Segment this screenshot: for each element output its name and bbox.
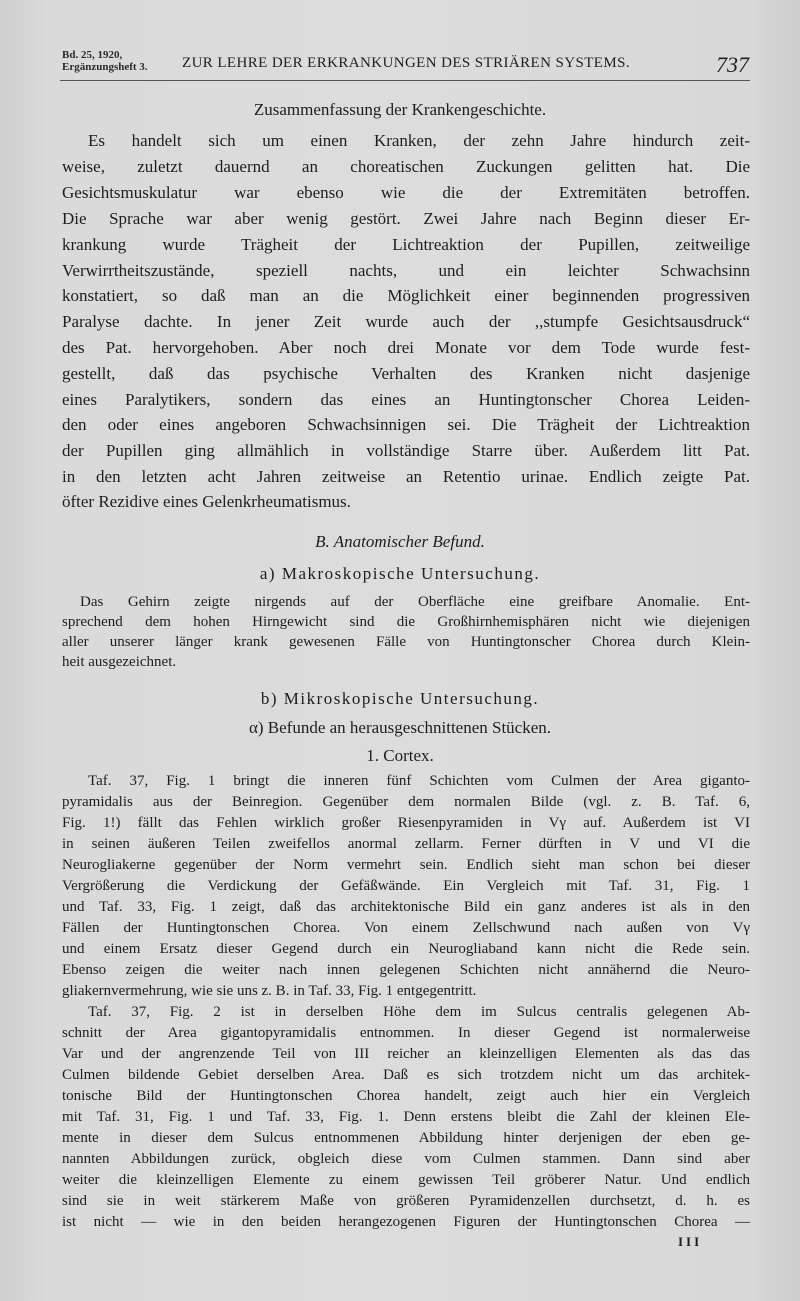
supplement-line: Ergänzungsheft 3. [62,61,148,73]
summary-line: konstatiert, so daß man an die Möglichkeit einer beginnenden progressiven [62,286,750,305]
summary-line: den oder eines angeboren Schwachsinnigen sei. Die Trägheit der Lichtreaktion [62,415,750,434]
summary-line: eines Paralytikers, sondern das eines an Huntingtonscher Chorea Leiden- [62,390,750,409]
summary-line: Die Sprache war aber wenig gestört. Zwei Jahre nach Beginn dieser Er- [62,209,750,228]
volume-info [62,49,148,73]
para2-line: Taf. 37, Fig. 2 ist in derselben Höhe dem im Sulcus centralis gelegenen Ab- [88,1004,750,1020]
page-number: 737 [716,52,749,77]
macro-line: heit ausgezeichnet. [62,654,177,670]
para1-line: pyramidalis aus der Beinregion. Gegenüber dem normalen Bilde (vgl. z. B. Taf. 6, [62,794,750,810]
para1-line: und Taf. 33, Fig. 1 zeigt, daß das architektonische Bild ein ganz anderes ist als in den [62,899,750,915]
summary-line: Es handelt sich um einen Kranken, der zehn Jahre hindurch zeit- [88,131,750,150]
para1-line: Neurogliakerne gegenüber der Norm vermehrt sein. Endlich sieht man schon bei dieser [62,857,750,873]
summary-line: der Pupillen ging allmählich in vollständige Starre über. Außerdem litt Pat. [62,441,750,460]
summary-line: Paralyse dachte. In jener Zeit wurde auch der ,,stumpfe Gesichtsausdruck“ [62,312,750,331]
para2-line: sind sie in weit stärkerem Maße von größeren Pyramidenzellen durchsetzt, d. h. es [62,1193,750,1209]
cortex-heading: 1. Cortex. [366,746,434,765]
summary-line: weise, zuletzt dauernd an choreatischen Zuckungen gelitten hat. Die [62,157,750,176]
section-heading: B. Anatomischer Befund. [315,532,485,551]
macro-line: aller unserer länger krank gewesenen Fälle von Huntingtonscher Chorea durch Klein- [62,634,750,650]
para1-line: Vergrößerung die Verdickung der Gefäßwände. Ein Vergleich mit Taf. 31, Fig. 1 [62,878,750,894]
page-header [0,0,800,90]
macro-line: Das Gehirn zeigte nirgends auf der Oberfläche eine greifbare Anomalie. Ent- [80,594,750,610]
subsubsection-heading: α) Befunde an herausgeschnittenen Stücken. [248,718,552,737]
para2-line: Var und der angrenzende Teil von III reicher an kleinzelligen Elementen als das das [62,1046,750,1062]
summary-heading: Zusammenfassung der Krankengeschichte. [253,100,547,119]
para2-line: weiter die kleinzelligen Elemente zu einem gewissen Teil gröberer Natur. Und endlich [62,1172,750,1188]
summary-line: krankung wurde Trägheit der Lichtreaktion der Pupillen, zeitweilige [62,235,750,254]
para1-line: Fällen der Huntingtonschen Chorea. Von einem Zellschwund nach außen von Vγ [62,920,750,936]
para2-line: ist nicht — wie in den beiden herangezogenen Figuren der Huntingtonschen Chorea — [62,1214,750,1230]
header-rule [60,80,750,81]
para2-line: nannten Abbildungen zurück, obgleich diese vom Culmen stammen. Dann sind aber [62,1151,750,1167]
para1-line: und einem Ersatz dieser Gegend durch ein Neurogliaband kann nicht die Rede sein. [62,941,750,957]
signature-mark: III [678,1234,703,1249]
para2-line: mit Taf. 31, Fig. 1 und Taf. 33, Fig. 1. Denn erstens bleibt die Zahl der kleinen Ele- [62,1109,750,1125]
summary-line: Gesichtsmuskulatur war ebenso wie die der Extremitäten betroffen. [62,183,750,202]
running-title: ZUR LEHRE DER ERKRANKUNGEN DES STRIÄREN SYSTEMS. [182,55,630,71]
subsection-heading: a) Makroskopische Untersuchung. [259,564,541,583]
summary-line: des Pat. hervorgehoben. Aber noch drei Monate vor dem Tode wurde fest- [62,338,750,357]
summary-line: gestellt, daß das psychische Verhalten des Kranken nicht dasjenige [62,364,750,383]
subsection-heading: b) Mikroskopische Untersuchung. [260,689,540,708]
para1-line: gliakernvermehrung, wie sie uns z. B. in Taf. 33, Fig. 1 entgegentritt. [62,983,477,999]
summary-line: öfter Rezidive eines Gelenkrheumatismus. [62,492,351,511]
para1-line: Ebenso zeigen die weiter nach innen gelegenen Schichten nicht annähernd die Neuro- [62,962,750,978]
macro-line: sprechend dem hohen Hirngewicht sind die Großhirnhemisphären nicht wie diejenigen [62,614,750,630]
summary-line: Verwirrtheitszustände, speziell nachts, und ein leichter Schwachsinn [62,261,750,280]
para2-line: tonische Bild der Huntingtonschen Chorea handelt, zeigt auch hier ein Vergleich [62,1088,750,1104]
volume-line: Bd. 25, 1920, [62,49,123,61]
para2-line: mente in dieser dem Sulcus entnommenen Abbildung hinter derjenigen der eben ge- [62,1130,750,1146]
para1-line: in seinen äußeren Teilen zweifellos anormal zellarm. Ferner dürften in V und VI die [62,836,750,852]
summary-line: in den letzten acht Jahren zeitweise an Retentio urinae. Endlich zeigte Pat. [62,467,750,486]
para2-line: Culmen bildende Gebiet derselben Area. Daß es sich trotzdem nicht um das architek- [62,1067,750,1083]
para1-line: Taf. 37, Fig. 1 bringt die inneren fünf Schichten vom Culmen der Area giganto- [88,773,750,789]
para2-line: schnitt der Area gigantopyramidalis entnommen. In dieser Gegend ist normalerweise [62,1025,750,1041]
para1-line: Fig. 1!) fällt das Fehlen wirklich großer Riesenpyramiden in Vγ auf. Außerdem ist VI [62,815,750,831]
